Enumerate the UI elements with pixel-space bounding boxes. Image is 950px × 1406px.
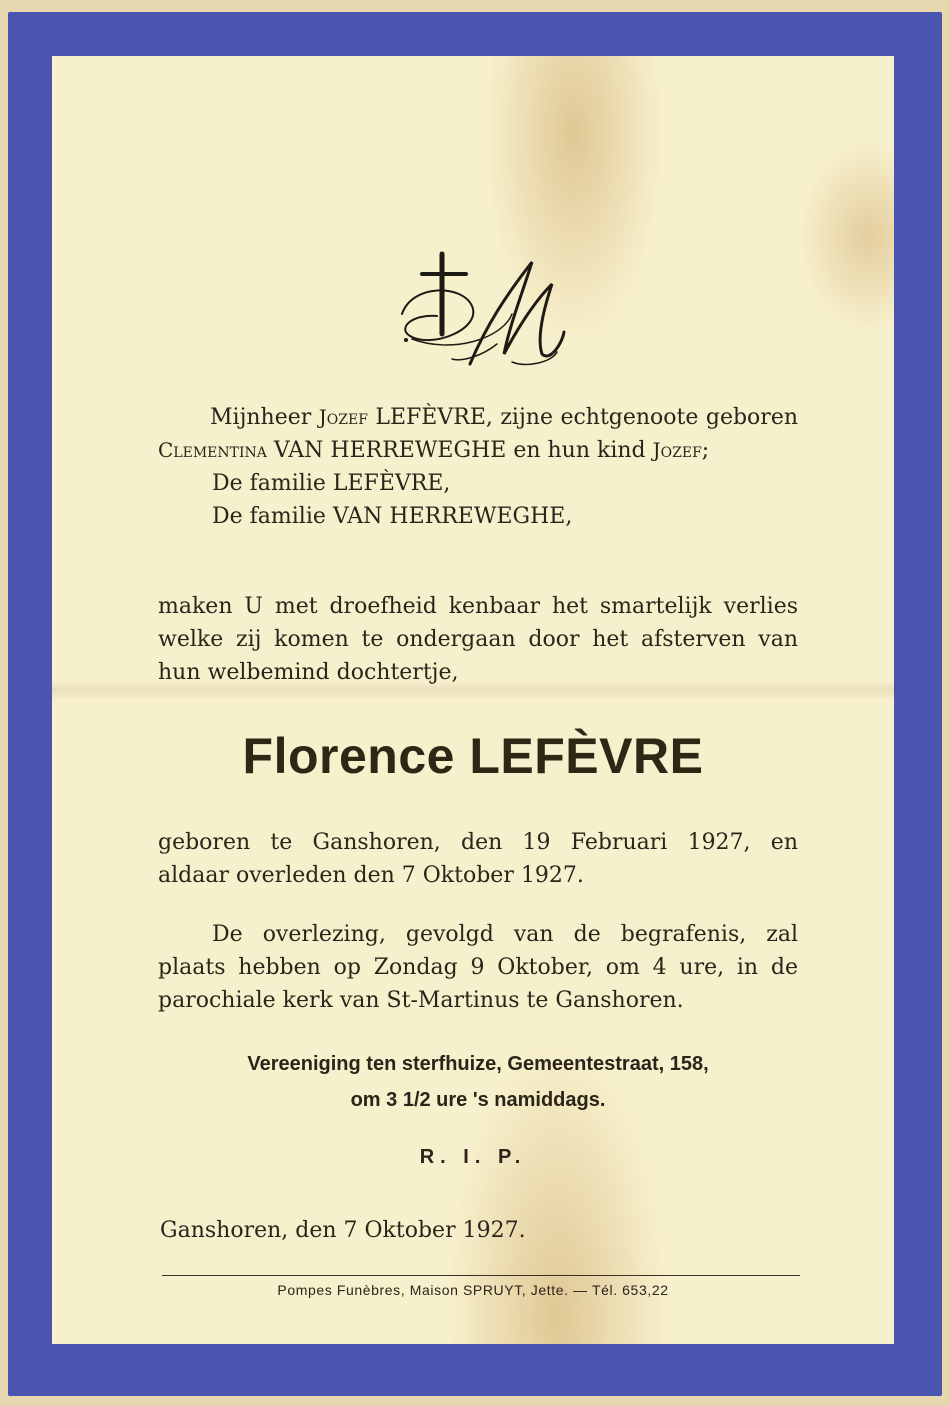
- place-date: Ganshoren, den 7 Oktober 1927.: [160, 1218, 526, 1243]
- message-line: welke zij komen te ondergaan door het afsterven van: [158, 627, 798, 652]
- funeral-home-footer: Pompes Funèbres, Maison SPRUYT, Jette. — Tél. 653,22: [277, 1282, 669, 1298]
- service-line: plaats hebben op Zondag 9 Oktober, om 4 ure, in de: [158, 955, 798, 980]
- child-first-name: Jozef: [652, 438, 702, 462]
- mother-first-name: Clementina: [158, 438, 267, 462]
- service-paragraph: [158, 918, 798, 1017]
- father-first-name: Jozef: [318, 405, 368, 429]
- message-line: hun welbemind dochtertje,: [158, 660, 459, 685]
- deceased-name: Florence LEFÈVRE: [242, 728, 704, 784]
- parents-paragraph: [158, 401, 798, 533]
- footer-divider: [162, 1275, 800, 1276]
- paper-sheet: [52, 56, 894, 1344]
- cross-monogram-icon: [392, 244, 572, 394]
- birth-line: geboren te Ganshoren, den 19 Februari 1927, en: [158, 830, 798, 855]
- parents-end: ;: [701, 438, 710, 463]
- rip-text: R. I. P.: [419, 1146, 527, 1168]
- message-paragraph: [158, 590, 798, 689]
- family-lefevre: De familie LEFÈVRE,: [212, 471, 451, 496]
- gathering-line: Vereeniging ten sterfhuize, Gemeentestraat, 158,: [247, 1053, 709, 1075]
- parents-connector-2: en hun kind: [513, 438, 646, 463]
- parents-connector-1: zijne echtgenoote geboren: [500, 405, 799, 430]
- service-line: De overlezing, gevolgd van de begrafenis, zal: [212, 922, 798, 947]
- gathering-info: [158, 1046, 798, 1118]
- gathering-line: om 3 1/2 ure 's namiddags.: [350, 1089, 606, 1111]
- parents-intro: Mijnheer: [210, 405, 312, 430]
- mother-last-name: VAN HERREWEGHE: [273, 438, 507, 463]
- birth-death-paragraph: [158, 826, 798, 892]
- father-last-name: LEFÈVRE,: [375, 405, 493, 430]
- family-van-herreweghe: De familie VAN HERREWEGHE,: [212, 504, 573, 529]
- service-line: parochiale kerk van St-Martinus te Ganshoren.: [158, 988, 684, 1013]
- message-line: maken U met droefheid kenbaar het smartelijk verlies: [158, 594, 798, 619]
- death-line: aldaar overleden den 7 Oktober 1927.: [158, 863, 584, 888]
